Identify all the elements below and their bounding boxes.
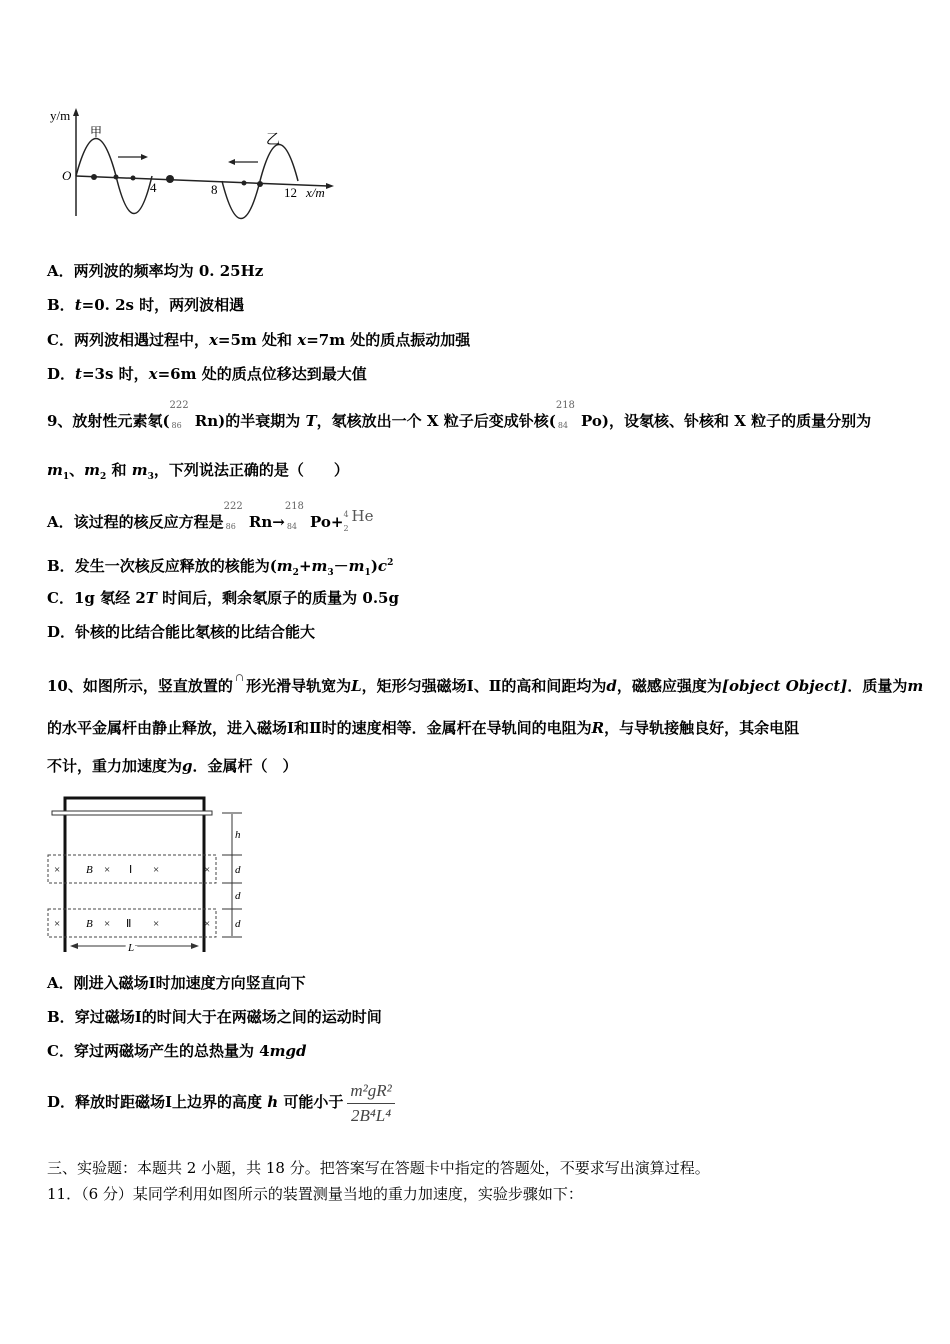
x-mark: × <box>204 918 211 930</box>
var: m <box>276 557 293 575</box>
q10-stem-line3 <box>47 756 298 776</box>
q9-stem-line1 <box>47 400 872 432</box>
var: R <box>591 719 605 737</box>
text: ，氡核放出一个 X 粒子后变成钋核( <box>316 412 556 430</box>
text: =7m 处的质点振动加强 <box>306 331 471 349</box>
text: 10、如图所示，竖直放置的 <box>47 677 233 695</box>
x-mark: × <box>54 864 61 876</box>
wave-figure <box>44 104 344 224</box>
q9-option-b <box>47 553 393 583</box>
mass-number: 222 <box>169 400 189 411</box>
option-label: D． <box>47 1093 76 1111</box>
text: 和 <box>106 461 132 479</box>
mass-number: 222 <box>223 501 243 512</box>
radon-nuclide <box>169 400 190 432</box>
option-label: B． <box>47 296 75 314</box>
field-b-label: B <box>86 918 93 930</box>
text: 释放时距磁场Ⅰ上边界的高度 <box>75 1093 268 1111</box>
q8-option-d <box>47 364 367 384</box>
q11-stem: 11．（6 分）某同学利用如图所示的装置测量当地的重力加速度，实验步骤如下： <box>47 1185 583 1203</box>
sup: 2 <box>387 558 394 568</box>
var: [object Object] <box>721 677 848 695</box>
x-mark: × <box>104 864 111 876</box>
text: =3s 时， <box>81 365 149 383</box>
atomic-number: 86 <box>171 421 182 430</box>
sub: 1 <box>364 568 371 578</box>
text: ，磁感应强度为 <box>616 677 722 695</box>
mass-number: 218 <box>284 501 304 512</box>
option-text: =0. 2s 时，两列波相遇 <box>81 296 245 314</box>
text: 形光滑导轨宽为 <box>246 677 352 695</box>
mass-number: 218 <box>555 400 575 411</box>
text: 穿过磁场Ⅰ的时间大于在两磁场之间的运动时间 <box>74 1008 382 1026</box>
atomic-number: 86 <box>225 522 236 531</box>
text: 两列波相遇过程中， <box>73 331 209 349</box>
q9-stem-line2 <box>47 460 349 487</box>
var: x <box>148 365 158 383</box>
text: 穿过两磁场产生的总热量为 4 <box>73 1042 270 1060</box>
var: c <box>377 557 388 575</box>
q8-option-a <box>47 261 263 281</box>
var: m <box>907 677 924 695</box>
l-label: L <box>128 942 135 954</box>
var: m <box>311 557 328 575</box>
polonium-nuclide <box>555 400 576 432</box>
text: 该过程的核反应方程是 <box>73 513 224 531</box>
sub: 2 <box>292 568 299 578</box>
text: 的水平金属杆由静止释放，进入磁场Ⅰ和Ⅱ时的速度相等．金属杆在导轨间的电阻为 <box>47 719 592 737</box>
option-label: B． <box>47 1008 75 1026</box>
origin-label: O <box>62 168 72 183</box>
text: =6m 处的质点位移达到最大值 <box>157 365 367 383</box>
option-label: C． <box>47 589 74 607</box>
q10-option-b <box>47 1007 382 1027</box>
text: 钋核的比结合能比氡核的比结合能大 <box>75 623 316 641</box>
tick-4: 4 <box>150 180 157 195</box>
q8-option-b <box>47 295 244 315</box>
text: 9、放射性元素氡( <box>47 412 170 430</box>
x-mark: × <box>54 918 61 930</box>
var: mgd <box>269 1042 307 1060</box>
h-label: h <box>235 829 241 841</box>
var: x <box>297 331 307 349</box>
y-axis-label: y/m <box>50 108 71 123</box>
var: m <box>47 461 63 479</box>
var: m <box>348 557 365 575</box>
q9-option-c <box>47 588 399 608</box>
option-label: C． <box>47 1042 74 1060</box>
text: ．金属杆（ ） <box>192 757 298 775</box>
text: 不计，重力加速度为 <box>47 757 183 775</box>
text: Rn→ <box>243 513 285 531</box>
var: T <box>145 589 157 607</box>
q10-option-c <box>47 1041 306 1061</box>
q10-stem-line1 <box>47 668 923 696</box>
sub: 3 <box>327 568 334 578</box>
tick-8: 8 <box>211 182 218 197</box>
q9-option-a <box>47 501 374 533</box>
rail-shape-symbol: ∩ <box>234 671 245 684</box>
helium-nuclide <box>343 510 352 533</box>
option-label: B． <box>47 557 75 575</box>
fraction <box>347 1081 394 1126</box>
text: 刚进入磁场Ⅰ时加速度方向竖直向下 <box>73 974 306 992</box>
var: m <box>131 461 148 479</box>
var: h <box>267 1093 279 1111</box>
atomic-number: 2 <box>343 524 349 533</box>
field-b-label: B <box>86 864 93 876</box>
x-mark: × <box>153 918 160 930</box>
q8-option-c <box>47 330 470 350</box>
sub: 2 <box>100 472 107 482</box>
text: ．质量为 <box>847 677 908 695</box>
var: d <box>606 677 617 695</box>
option-label: A． <box>47 513 74 531</box>
x-axis-label: x/m <box>306 185 325 200</box>
text: 、 <box>69 461 85 479</box>
sub: 1 <box>62 472 70 482</box>
wave-a-label: 甲 <box>90 125 103 139</box>
text: 1g 氡经 2 <box>73 589 146 607</box>
var: t <box>74 296 82 314</box>
text: － <box>333 557 349 575</box>
var: t <box>75 365 82 383</box>
option-label: C． <box>47 331 74 349</box>
x-mark: × <box>104 918 111 930</box>
var: m <box>84 461 101 479</box>
polonium-nuclide <box>284 501 305 533</box>
text: ，矩形匀强磁场Ⅰ、Ⅱ的高和间距均为 <box>361 677 607 695</box>
field-2-label: Ⅱ <box>126 918 132 930</box>
option-label: D． <box>47 623 76 641</box>
radon-nuclide <box>223 501 244 533</box>
mass-number: 4 <box>343 510 349 519</box>
q10-stem-line2 <box>47 718 799 738</box>
option-label: A． <box>47 974 74 992</box>
text: Po)，设氡核、钋核和 X 粒子的质量分别为 <box>575 412 872 430</box>
atomic-number: 84 <box>557 421 569 430</box>
text: ，与导轨接触良好，其余电阻 <box>604 719 800 737</box>
option-text: 两列波的频率均为 0. 25Hz <box>73 262 264 280</box>
wave-b-label: 乙 <box>266 133 280 148</box>
text: 发生一次核反应释放的核能为( <box>74 557 277 575</box>
text: + <box>298 557 312 575</box>
text: Po+ <box>304 513 344 531</box>
text: =5m 处和 <box>217 331 298 349</box>
x-mark: × <box>153 864 160 876</box>
denominator: 2B⁴L⁴ <box>351 1105 392 1125</box>
d-label: d <box>235 918 241 930</box>
var: L <box>351 677 362 695</box>
text: ) <box>370 557 378 575</box>
var: g <box>182 757 193 775</box>
d-label: d <box>235 890 241 902</box>
text: Rn)的半衰期为 <box>189 412 306 430</box>
q10-option-a <box>47 973 306 993</box>
atomic-number: 84 <box>286 522 298 531</box>
text: He <box>351 507 374 525</box>
option-label: A． <box>47 262 74 280</box>
numerator: m²gR² <box>347 1081 394 1104</box>
text: ，下列说法正确的是（ ） <box>153 461 349 479</box>
x-mark: × <box>204 864 211 876</box>
tick-12: 12 <box>284 185 297 200</box>
sub: 3 <box>147 472 154 482</box>
option-label: D． <box>47 365 76 383</box>
var: T <box>305 412 317 430</box>
var: x <box>208 331 218 349</box>
section-3-heading: 三、实验题：本题共 2 小题，共 18 分。把答案写在答题卡中指定的答题处，不要求写出演算过程。 <box>47 1159 710 1177</box>
d-label: d <box>235 864 241 876</box>
text: 时间后，剩余氡原子的质量为 0.5g <box>156 589 399 607</box>
field-1-label: Ⅰ <box>129 864 133 876</box>
q9-option-d <box>47 622 315 642</box>
q10-option-d <box>47 1076 395 1128</box>
rail-magnetic-field-figure <box>46 792 246 958</box>
text: 可能小于 <box>278 1093 344 1111</box>
